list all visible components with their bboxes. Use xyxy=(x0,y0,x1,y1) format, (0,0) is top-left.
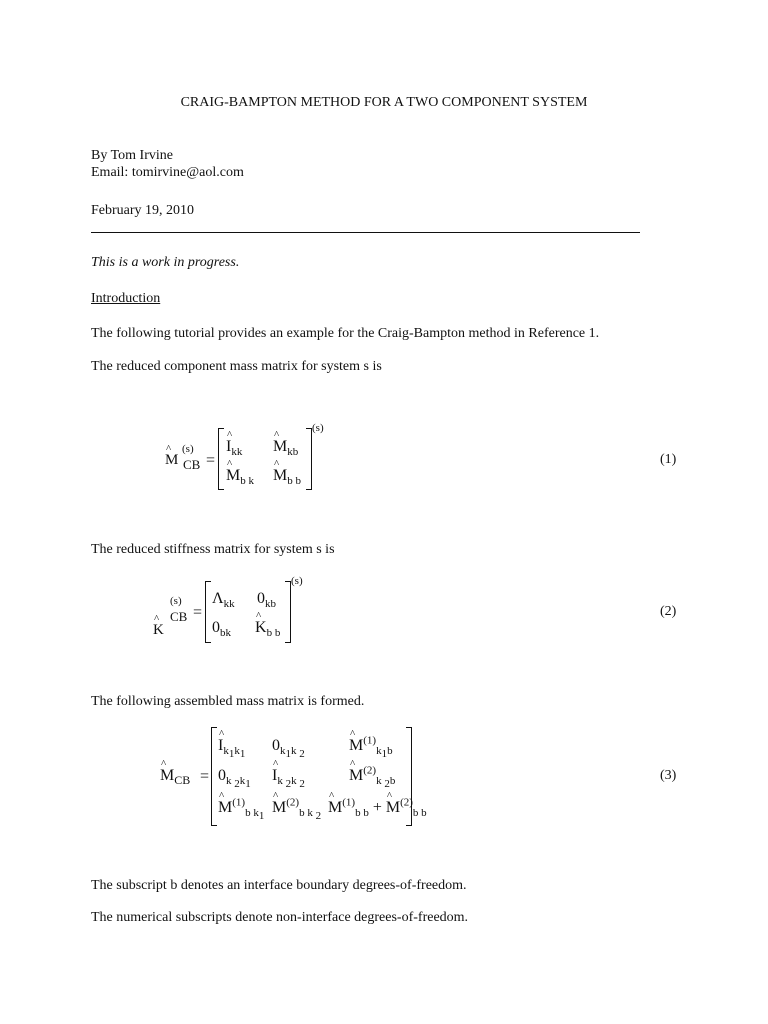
eq2-left-bracket xyxy=(205,581,211,643)
eq3-entry-r3c3: ^ $M^{(1)}_{b b}$ + ^ $M^{(2)}_{b b}$ xyxy=(328,799,427,817)
eq3-entry-r3c2: ^ $M^{(2)}_{b k _2}$ xyxy=(272,799,321,817)
paragraph-assembled-intro: The following assembled mass matrix is formed. xyxy=(91,694,365,709)
horizontal-rule xyxy=(91,232,640,233)
eq2-entry-0kb: $0_{kb}$ xyxy=(257,590,276,611)
paragraph-stiffness-intro: The reduced stiffness matrix for system s is xyxy=(91,542,335,557)
equation-number-1: (1) xyxy=(660,452,677,467)
eq3-right-bracket xyxy=(406,727,412,826)
eq1-left-bracket xyxy=(218,428,224,490)
equation-number-2: (2) xyxy=(660,604,677,619)
eq3-lhs: ^ $M_{CB}$ xyxy=(160,767,190,785)
date-line: February 19, 2010 xyxy=(91,203,195,218)
eq1-rhs-sup: (s) xyxy=(312,422,324,434)
eq2-entry-0bk: $0_{bk}$ xyxy=(212,619,231,640)
eq1-entry-mbb: ^ $M_{b b}$ xyxy=(273,467,301,485)
eq3-entry-r2c3: ^ $M^{(2)}_{k _2b}$ xyxy=(349,767,395,785)
section-heading-introduction: Introduction xyxy=(91,291,161,306)
eq2-rhs-sup: (s) xyxy=(291,575,303,587)
email-line: Email: tomirvine@aol.com xyxy=(91,165,244,180)
eq1-entry-mkb: ^ $M_{kb}$ xyxy=(273,438,298,456)
eq3-entry-r3c1: ^ $M^{(1)}_{b k_1}$ xyxy=(218,799,264,817)
eq2-entry-kbb: ^ $K_{b b}$ xyxy=(255,619,280,637)
eq1-entry-mbk: ^ $M_{b k}$ xyxy=(226,467,254,485)
equation-number-3: (3) xyxy=(660,768,677,783)
paragraph-subscript-b: The subscript b denotes an interface boundary degrees-of-freedom. xyxy=(91,878,467,893)
eq1-lhs-symbol: ^ M xyxy=(165,452,178,469)
eq3-left-bracket xyxy=(211,727,217,826)
document-title: CRAIG-BAMPTON METHOD FOR A TWO COMPONENT SYSTEM xyxy=(180,95,588,110)
paragraph-tutorial: The following tutorial provides an example for the Craig-Bampton method in Reference 1. xyxy=(91,326,600,341)
eq3-entry-r1c3: ^ $M^{(1)}_{k_1b}$ xyxy=(349,737,393,755)
eq2-equals: = xyxy=(193,604,203,621)
eq1-equals: = xyxy=(206,452,216,469)
eq2-right-bracket xyxy=(285,581,291,643)
eq2-lhs-symbol: ^ K xyxy=(153,622,164,639)
eq2-lhs-sub: CB xyxy=(170,609,188,624)
paragraph-mass-matrix-intro: The reduced component mass matrix for system s is xyxy=(91,359,382,374)
author-line: By Tom Irvine xyxy=(91,148,173,163)
eq3-entry-r1c1: ^ $I_{k_1k_1}$ xyxy=(218,737,245,755)
eq3-entry-r2c2: ^ $I_{k _2k _2}$ xyxy=(272,767,305,785)
eq3-entry-r2c1: $0_{k _2k_1}$ xyxy=(218,767,251,791)
eq1-lhs-sub: CB xyxy=(183,457,201,472)
eq1-lhs-sup: (s) xyxy=(182,443,194,455)
eq2-entry-lambda-kk: $\Lambda_{kk}$ xyxy=(212,590,235,611)
progress-note: This is a work in progress. xyxy=(91,255,240,270)
eq3-entry-r1c2: $0_{k_1k _2}$ xyxy=(272,737,305,761)
eq2-lhs-sup: (s) xyxy=(170,595,182,607)
eq1-right-bracket xyxy=(306,428,312,490)
eq1-entry-ikk: ^ $I_{kk}$ xyxy=(226,438,242,456)
eq3-equals: = xyxy=(200,768,210,785)
paragraph-numerical-subscripts: The numerical subscripts denote non-interface degrees-of-freedom. xyxy=(91,910,469,925)
